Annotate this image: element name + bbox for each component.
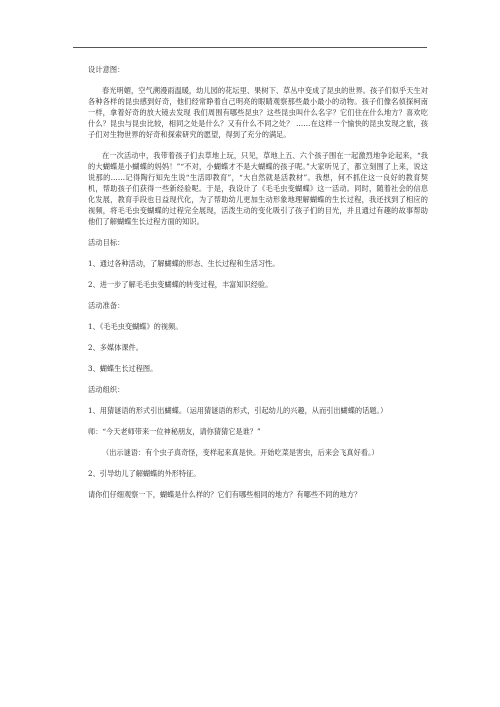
goal-item-1: 1、通过各种活动，了解蝴蝶的形态、生长过程和生活习性。 — [88, 259, 280, 268]
org-teacher-line: 师：“今天老师带来一位神秘朋友，请你猜猜它是谁？” — [88, 427, 261, 436]
org-riddle: （出示谜语：有个虫子真奇怪，变样起来真是快。开始吃菜是害虫，后来会飞真好看。） — [102, 448, 379, 457]
prep-item-2: 2、多媒体课件。 — [88, 343, 143, 352]
goals-heading: 活动目标： — [88, 238, 125, 247]
prep-item-3: 3、蝴蝶生长过程图。 — [88, 364, 158, 373]
org-item-2: 2、引导幼儿了解蝴蝶的外形特征。 — [88, 469, 201, 478]
document-body — [88, 64, 428, 510]
prep-heading: 活动准备： — [88, 301, 125, 310]
goal-item-2: 2、进一步了解毛毛虫变蝴蝶的转变过程，丰富知识经验。 — [88, 280, 273, 289]
design-paragraph-2: 在一次活动中，我带着孩子们去草地上玩，只见，草地上五、六个孩子围在一起激烈地争论起来，“我的大蝴蝶是小蝴蝶的妈妈！”“不对，小蝴蝶才不是大蝴蝶的孩子呢。”大家听见了，都立刻围了上来，说这说那的……记得陶行知先生说“生活即教育”，“大自然就是活教材”。我想，何不抓住这一良好的教育契机，帮助孩子们获得一些新经验呢。于是，我设计了《毛毛虫变蝴蝶》这一活动。同时，随着社会的信息化发展，教育手段也日益现代化，为了帮助幼儿更加生动形象地理解蝴蝶的生长过程，我还找到了相应的视频，将毛毛虫变蝴蝶的过程完全展现，活泼生动的变化吸引了孩子们的目光，并且通过有趣的故事帮助他们了解蝴蝶生长过程方面的知识。 — [88, 151, 428, 226]
org-heading: 活动组织： — [88, 385, 125, 394]
design-heading: 设计意图： — [88, 65, 125, 74]
org-question: 请你们仔细观察一下，蝴蝶是什么样的？它们有哪些相同的地方？有哪些不同的地方？ — [88, 490, 362, 499]
prep-item-1: 1、《毛毛虫变蝴蝶》的视频。 — [88, 322, 183, 331]
header-rule — [73, 47, 427, 48]
org-item-1: 1、用猜谜语的形式引出蝴蝶。（运用猜谜语的形式，引起幼儿的兴趣，从而引出蝴蝶的话题。） — [88, 406, 388, 415]
design-paragraph-1: 春光明媚，空气溯漫雨温暖，幼儿园的花坛里、果树下、草丛中变成了昆虫的世界。孩子们似乎天生对各种各样的昆虫感到好奇，他们经常睁着自己明亮的眼睛观察那些最小最小的动物。孩子们像名侦探柯南一样，拿着好奇的放大镜去发现 我们周围有哪些昆虫？这些昆虫叫什么名字？它们住在什么地方？喜欢吃什么？昆虫与昆虫比较，相同之处是什么？又有什么不同之处？ ……在这样一个愉快的昆虫发现之旅，孩子们对生物世界的好奇和探索研究的愿望，得到了充分的满足。 — [88, 86, 428, 139]
